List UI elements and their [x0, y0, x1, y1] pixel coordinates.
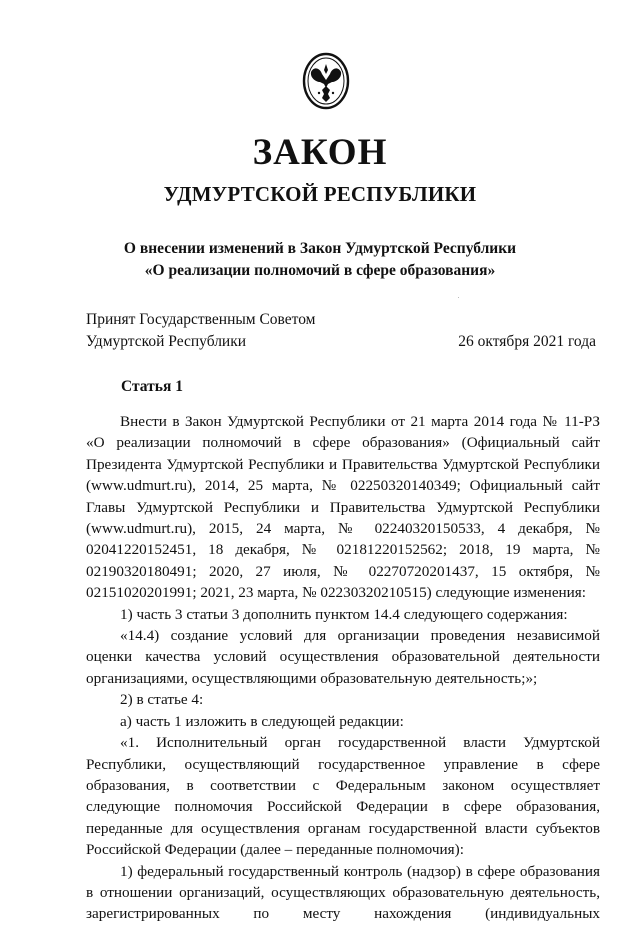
article-heading: Статья 1 [121, 378, 183, 395]
adoption-line-1: Принят Государственным Советом [86, 311, 316, 328]
document-title: ЗАКОН [252, 132, 388, 173]
udmurt-coat-of-arms-emblem [302, 52, 350, 110]
law-title-line-2: «О реализации полномочий в сфере образования» [144, 262, 496, 279]
law-title-line-1: О внесении изменений в Закон Удмуртской Республики [123, 240, 517, 257]
adoption-line-2: Удмуртской Республики [86, 333, 247, 350]
adoption-date: 26 октября 2021 года [458, 333, 596, 350]
scan-speck [458, 297, 459, 298]
paragraph: Внести в Закон Удмуртской Республики от 21 марта 2014 года № 11-РЗ «О реализации полномочий в сфере образования» (Официальный сайт Президента Удмуртской Республики и Правительства Удмуртской Республики (www.udmurt.ru), 2014, 25 марта, № 02250320140349; Официальный сайт Главы Удмуртской Республики и Правительства Удмуртской Республики (www.udmurt.ru), 2015, 24 марта, № 02240320150533, 4 декабря, № 02041220152451, 18 декабря, № 02181220152562; 2018, 19 марта, № 02190320180491; 2020, 27 июля, № 02270720201437, 15 октября, № 02151020201991; 2021, 23 марта, № 02230320210515) следующие изменения: [86, 413, 600, 602]
adoption-block [86, 309, 316, 353]
paragraph: а) часть 1 изложить в следующей редакции: [120, 712, 404, 730]
document-subtitle: УДМУРТСКОЙ РЕСПУБЛИКИ [163, 182, 477, 206]
paragraph: «14.4) создание условий для организации проведения независимой оценки качества условий осуществления образовательной деятельности организациями, осуществляющими образовательную деятельность;»; [86, 627, 600, 687]
paragraph: 2) в статье 4: [120, 691, 204, 709]
paragraph: 1) часть 3 статьи 3 дополнить пунктом 14.4 следующего содержания: [120, 605, 568, 623]
paragraph: 1) федеральный государственный контроль (надзор) в сфере образования в отношении организаций, осуществляющих образовательную деятельность, зарегистрированных по месту нахождения (индивидуальных [86, 862, 600, 923]
article-body [86, 411, 600, 925]
paragraph: «1. Исполнительный орган государственной власти Удмуртской Республики, осуществляющий государственное управление в сфере образования, в соответствии с Федеральным законом осуществляет следующие полномочия Российской Федерации в сфере образования, переданные для осуществления органам государственной власти субъектов Российской Федерации (далее – переданные полномочия): [86, 734, 600, 859]
law-title [0, 238, 640, 282]
